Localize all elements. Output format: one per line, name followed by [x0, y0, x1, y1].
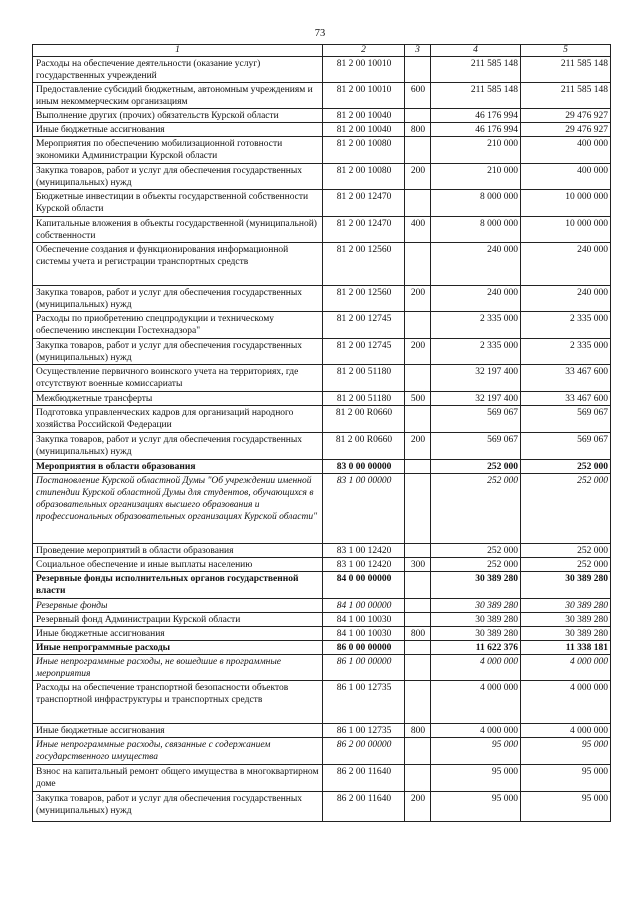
table-row: [33, 164, 611, 190]
target-code-cell: 81 2 00 12560: [323, 286, 405, 312]
row-name-cell: Закупка товаров, работ и услуг для обеспечения государственных (муниципальных) нужд: [33, 286, 323, 312]
amount-year1-cell: 30 389 280: [431, 627, 521, 641]
table-row: [33, 599, 611, 613]
row-name-cell: Проведение мероприятий в области образования: [33, 544, 323, 558]
amount-year2-cell: 30 389 280: [521, 627, 611, 641]
target-code-cell: 83 0 00 00000: [323, 460, 405, 474]
row-name-cell: Резервные фонды исполнительных органов государственной власти: [33, 572, 323, 599]
expense-type-cell: 800: [405, 123, 431, 137]
row-name-cell: Иные непрограммные расходы, связанные с содержанием государственного имущества: [33, 738, 323, 765]
row-name-cell: Обеспечение создания и функционирования информационной системы учета и регистрации транспортных средств: [33, 243, 323, 286]
expense-type-cell: 600: [405, 83, 431, 109]
amount-year2-cell: 11 338 181: [521, 641, 611, 655]
amount-year2-cell: 211 585 148: [521, 57, 611, 83]
target-code-cell: 81 2 00 10040: [323, 109, 405, 123]
amount-year2-cell: 569 067: [521, 433, 611, 460]
amount-year1-cell: 211 585 148: [431, 57, 521, 83]
amount-year1-cell: 211 585 148: [431, 83, 521, 109]
target-code-cell: 83 1 00 12420: [323, 558, 405, 572]
amount-year1-cell: 2 335 000: [431, 339, 521, 365]
table-row: [33, 765, 611, 792]
table-row: [33, 243, 611, 286]
expense-type-cell: [405, 599, 431, 613]
table-row: [33, 392, 611, 406]
table-row: [33, 572, 611, 599]
amount-year1-cell: 30 389 280: [431, 599, 521, 613]
target-code-cell: 84 1 00 10030: [323, 627, 405, 641]
target-code-cell: 81 2 00 51180: [323, 392, 405, 406]
target-code-cell: 81 2 00 10040: [323, 123, 405, 137]
expense-type-cell: 800: [405, 724, 431, 738]
target-code-cell: 84 1 00 00000: [323, 599, 405, 613]
table-row: [33, 123, 611, 137]
expense-type-cell: [405, 190, 431, 217]
column-header: 5: [521, 45, 611, 57]
expense-type-cell: [405, 572, 431, 599]
expense-type-cell: 200: [405, 792, 431, 822]
row-name-cell: Постановление Курской областной Думы "Об учреждении именной стипендии Курской областной Думы для студентов, обучающихся в образовательных организациях высшего образования и профессиональных образовательных организациях Курской области": [33, 474, 323, 544]
amount-year1-cell: 95 000: [431, 738, 521, 765]
amount-year1-cell: 32 197 400: [431, 392, 521, 406]
amount-year2-cell: 240 000: [521, 286, 611, 312]
row-name-cell: Расходы на обеспечение деятельности (оказание услуг) государственных учреждений: [33, 57, 323, 83]
table-row: [33, 681, 611, 724]
amount-year1-cell: 30 389 280: [431, 613, 521, 627]
target-code-cell: 81 2 00 10080: [323, 164, 405, 190]
table-row: [33, 286, 611, 312]
amount-year1-cell: 95 000: [431, 792, 521, 822]
target-code-cell: 86 2 00 11640: [323, 765, 405, 792]
row-name-cell: Мероприятия по обеспечению мобилизационной готовности экономики Администрации Курской области: [33, 137, 323, 164]
amount-year2-cell: 30 389 280: [521, 613, 611, 627]
amount-year2-cell: 95 000: [521, 765, 611, 792]
table-row: [33, 627, 611, 641]
expense-type-cell: 200: [405, 433, 431, 460]
amount-year2-cell: 10 000 000: [521, 190, 611, 217]
row-name-cell: Иные бюджетные ассигнования: [33, 627, 323, 641]
amount-year1-cell: 8 000 000: [431, 190, 521, 217]
target-code-cell: 86 0 00 00000: [323, 641, 405, 655]
expense-type-cell: 200: [405, 339, 431, 365]
table-row: [33, 406, 611, 433]
amount-year2-cell: 95 000: [521, 792, 611, 822]
target-code-cell: 83 1 00 00000: [323, 474, 405, 544]
target-code-cell: 86 2 00 11640: [323, 792, 405, 822]
amount-year1-cell: 569 067: [431, 406, 521, 433]
amount-year2-cell: 2 335 000: [521, 312, 611, 339]
table-row: [33, 474, 611, 544]
table-row: [33, 558, 611, 572]
amount-year2-cell: 211 585 148: [521, 83, 611, 109]
table-row: [33, 641, 611, 655]
target-code-cell: 86 1 00 12735: [323, 724, 405, 738]
target-code-cell: 81 2 00 12560: [323, 243, 405, 286]
table-row: [33, 137, 611, 164]
budget-table: [32, 44, 611, 822]
expense-type-cell: 300: [405, 558, 431, 572]
amount-year2-cell: 4 000 000: [521, 681, 611, 724]
expense-type-cell: [405, 474, 431, 544]
expense-type-cell: [405, 765, 431, 792]
target-code-cell: 81 2 00 12470: [323, 217, 405, 243]
expense-type-cell: 500: [405, 392, 431, 406]
row-name-cell: Межбюджетные трансферты: [33, 392, 323, 406]
expense-type-cell: [405, 406, 431, 433]
row-name-cell: Закупка товаров, работ и услуг для обеспечения государственных (муниципальных) нужд: [33, 792, 323, 822]
target-code-cell: 86 2 00 00000: [323, 738, 405, 765]
amount-year1-cell: 252 000: [431, 558, 521, 572]
expense-type-cell: 200: [405, 164, 431, 190]
amount-year2-cell: 29 476 927: [521, 123, 611, 137]
table-row: [33, 613, 611, 627]
table-row: [33, 792, 611, 822]
expense-type-cell: [405, 109, 431, 123]
amount-year1-cell: 4 000 000: [431, 724, 521, 738]
target-code-cell: 86 1 00 12735: [323, 681, 405, 724]
row-name-cell: Иные непрограммные расходы, не вошедшие в программные мероприятия: [33, 655, 323, 681]
row-name-cell: Закупка товаров, работ и услуг для обеспечения государственных (муниципальных) нужд: [33, 433, 323, 460]
amount-year1-cell: 2 335 000: [431, 312, 521, 339]
amount-year2-cell: 400 000: [521, 137, 611, 164]
amount-year1-cell: 210 000: [431, 137, 521, 164]
row-name-cell: Резервный фонд Администрации Курской области: [33, 613, 323, 627]
expense-type-cell: [405, 312, 431, 339]
amount-year2-cell: 30 389 280: [521, 572, 611, 599]
target-code-cell: 81 2 00 12745: [323, 312, 405, 339]
expense-type-cell: [405, 655, 431, 681]
target-code-cell: 86 1 00 00000: [323, 655, 405, 681]
amount-year1-cell: 210 000: [431, 164, 521, 190]
row-name-cell: Капитальные вложения в объекты государственной (муниципальной) собственности: [33, 217, 323, 243]
expense-type-cell: [405, 243, 431, 286]
amount-year2-cell: 569 067: [521, 406, 611, 433]
row-name-cell: Иные бюджетные ассигнования: [33, 123, 323, 137]
amount-year1-cell: 240 000: [431, 243, 521, 286]
table-row: [33, 655, 611, 681]
amount-year1-cell: 4 000 000: [431, 681, 521, 724]
target-code-cell: 84 1 00 10030: [323, 613, 405, 627]
row-name-cell: Закупка товаров, работ и услуг для обеспечения государственных (муниципальных) нужд: [33, 164, 323, 190]
row-name-cell: Подготовка управленческих кадров для организаций народного хозяйства Российской Федерации: [33, 406, 323, 433]
row-name-cell: Расходы на обеспечение транспортной безопасности объектов транспортной инфраструктуры и транспортных средств: [33, 681, 323, 724]
expense-type-cell: [405, 460, 431, 474]
table-row: [33, 339, 611, 365]
target-code-cell: 81 2 00 R0660: [323, 406, 405, 433]
table-row: [33, 460, 611, 474]
expense-type-cell: [405, 544, 431, 558]
target-code-cell: 81 2 00 10010: [323, 83, 405, 109]
amount-year2-cell: 252 000: [521, 460, 611, 474]
table-row: [33, 544, 611, 558]
amount-year2-cell: 95 000: [521, 738, 611, 765]
table-row: [33, 57, 611, 83]
target-code-cell: 81 2 00 51180: [323, 365, 405, 392]
row-name-cell: Иные непрограммные расходы: [33, 641, 323, 655]
amount-year2-cell: 4 000 000: [521, 724, 611, 738]
expense-type-cell: [405, 137, 431, 164]
amount-year1-cell: 8 000 000: [431, 217, 521, 243]
target-code-cell: 83 1 00 12420: [323, 544, 405, 558]
amount-year2-cell: 4 000 000: [521, 655, 611, 681]
table-row: [33, 190, 611, 217]
column-header-row: [33, 45, 611, 57]
row-name-cell: Расходы по приобретению спецпродукции и техническому обеспечению инспекции Гостехнадзора": [33, 312, 323, 339]
target-code-cell: 81 2 00 R0660: [323, 433, 405, 460]
expense-type-cell: [405, 641, 431, 655]
column-header: 4: [431, 45, 521, 57]
expense-type-cell: [405, 738, 431, 765]
row-name-cell: Осуществление первичного воинского учета на территориях, где отсутствуют военные комиссариаты: [33, 365, 323, 392]
amount-year2-cell: 33 467 600: [521, 392, 611, 406]
target-code-cell: 81 2 00 12470: [323, 190, 405, 217]
table-row: [33, 724, 611, 738]
amount-year2-cell: 252 000: [521, 474, 611, 544]
column-header: 2: [323, 45, 405, 57]
target-code-cell: 81 2 00 10010: [323, 57, 405, 83]
amount-year1-cell: 252 000: [431, 544, 521, 558]
amount-year1-cell: 252 000: [431, 474, 521, 544]
table-row: [33, 83, 611, 109]
amount-year2-cell: 400 000: [521, 164, 611, 190]
amount-year1-cell: 4 000 000: [431, 655, 521, 681]
table-row: [33, 109, 611, 123]
amount-year2-cell: 33 467 600: [521, 365, 611, 392]
expense-type-cell: [405, 681, 431, 724]
amount-year1-cell: 240 000: [431, 286, 521, 312]
amount-year2-cell: 30 389 280: [521, 599, 611, 613]
amount-year1-cell: 95 000: [431, 765, 521, 792]
table-row: [33, 217, 611, 243]
amount-year1-cell: 32 197 400: [431, 365, 521, 392]
page-number: 73: [314, 28, 326, 39]
row-name-cell: Резервные фонды: [33, 599, 323, 613]
expense-type-cell: [405, 365, 431, 392]
amount-year2-cell: 2 335 000: [521, 339, 611, 365]
expense-type-cell: 800: [405, 627, 431, 641]
amount-year1-cell: 11 622 376: [431, 641, 521, 655]
table-row: [33, 365, 611, 392]
column-header: 1: [33, 45, 323, 57]
table-row: [33, 738, 611, 765]
table-row: [33, 433, 611, 460]
row-name-cell: Выполнение других (прочих) обязательств Курской области: [33, 109, 323, 123]
target-code-cell: 84 0 00 00000: [323, 572, 405, 599]
row-name-cell: Бюджетные инвестиции в объекты государственной собственности Курской области: [33, 190, 323, 217]
amount-year2-cell: 252 000: [521, 558, 611, 572]
row-name-cell: Мероприятия в области образования: [33, 460, 323, 474]
amount-year1-cell: 30 389 280: [431, 572, 521, 599]
column-header: 3: [405, 45, 431, 57]
amount-year1-cell: 569 067: [431, 433, 521, 460]
expense-type-cell: [405, 57, 431, 83]
amount-year2-cell: 240 000: [521, 243, 611, 286]
amount-year2-cell: 29 476 927: [521, 109, 611, 123]
amount-year1-cell: 46 176 994: [431, 123, 521, 137]
row-name-cell: Предоставление субсидий бюджетным, автономным учреждениям и иным некоммерческим организациям: [33, 83, 323, 109]
amount-year1-cell: 46 176 994: [431, 109, 521, 123]
expense-type-cell: 400: [405, 217, 431, 243]
row-name-cell: Социальное обеспечение и иные выплаты населению: [33, 558, 323, 572]
target-code-cell: 81 2 00 12745: [323, 339, 405, 365]
expense-type-cell: 200: [405, 286, 431, 312]
amount-year2-cell: 252 000: [521, 544, 611, 558]
expense-type-cell: [405, 613, 431, 627]
amount-year2-cell: 10 000 000: [521, 217, 611, 243]
amount-year1-cell: 252 000: [431, 460, 521, 474]
table-row: [33, 312, 611, 339]
row-name-cell: Закупка товаров, работ и услуг для обеспечения государственных (муниципальных) нужд: [33, 339, 323, 365]
target-code-cell: 81 2 00 10080: [323, 137, 405, 164]
row-name-cell: Взнос на капитальный ремонт общего имущества в многоквартирном доме: [33, 765, 323, 792]
row-name-cell: Иные бюджетные ассигнования: [33, 724, 323, 738]
